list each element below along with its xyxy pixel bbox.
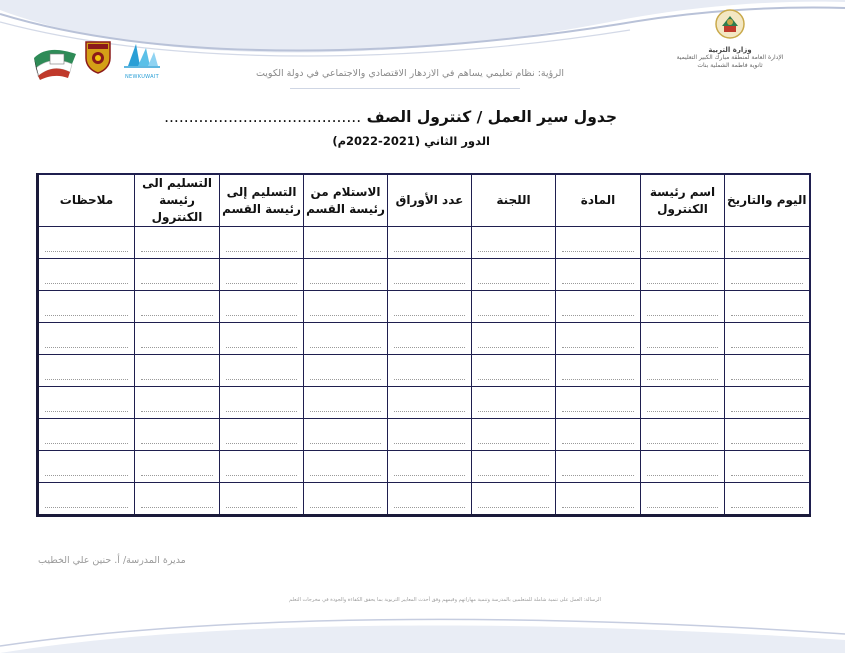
table-cell[interactable] — [38, 355, 135, 387]
cell-fill-line — [394, 347, 465, 348]
cell-fill-line — [478, 475, 549, 476]
table-cell[interactable] — [725, 291, 810, 323]
table-cell[interactable] — [641, 259, 725, 291]
table-cell[interactable] — [556, 227, 641, 259]
table-cell[interactable] — [388, 387, 472, 419]
table-cell[interactable] — [38, 227, 135, 259]
cell-fill-line — [394, 283, 465, 284]
table-cell[interactable] — [135, 291, 220, 323]
cell-fill-line — [45, 507, 128, 508]
table-cell[interactable] — [556, 451, 641, 483]
table-cell[interactable] — [135, 323, 220, 355]
cell-fill-line — [731, 507, 803, 508]
cell-fill-line — [731, 379, 803, 380]
new-kuwait-caption: NEWKUWAIT — [125, 74, 159, 80]
col-header: اليوم والتاريخ — [725, 174, 810, 227]
table-cell[interactable] — [472, 451, 556, 483]
table-cell[interactable] — [220, 259, 304, 291]
col-header: المادة — [556, 174, 641, 227]
table-cell[interactable] — [135, 227, 220, 259]
table-cell[interactable] — [641, 419, 725, 451]
cell-fill-line — [226, 251, 297, 252]
col-header: عدد الأوراق — [388, 174, 472, 227]
cell-fill-line — [310, 475, 381, 476]
cell-fill-line — [562, 475, 634, 476]
cell-fill-line — [394, 507, 465, 508]
table-cell[interactable] — [38, 451, 135, 483]
cell-fill-line — [647, 475, 718, 476]
table-cell[interactable] — [304, 227, 388, 259]
cell-fill-line — [647, 411, 718, 412]
table-cell[interactable] — [388, 291, 472, 323]
table-cell[interactable] — [556, 291, 641, 323]
table-cell[interactable] — [304, 387, 388, 419]
cell-fill-line — [141, 315, 213, 316]
table-row — [38, 227, 810, 259]
cell-fill-line — [562, 251, 634, 252]
cell-fill-line — [731, 411, 803, 412]
cell-fill-line — [394, 251, 465, 252]
kuwait-emblem-icon — [714, 8, 746, 40]
cell-fill-line — [562, 347, 634, 348]
cell-fill-line — [478, 315, 549, 316]
table-cell[interactable] — [38, 387, 135, 419]
new-kuwait-sails-icon — [122, 40, 162, 70]
cell-fill-line — [226, 507, 297, 508]
title-text: جدول سير العمل / كنترول الصف — [366, 108, 617, 126]
table-cell[interactable] — [725, 323, 810, 355]
table-cell[interactable] — [220, 323, 304, 355]
cell-fill-line — [226, 411, 297, 412]
cell-fill-line — [45, 443, 128, 444]
table-cell[interactable] — [220, 355, 304, 387]
cell-fill-line — [731, 347, 803, 348]
col-header: التسليم إلى رئيسة القسم — [220, 174, 304, 227]
table-cell[interactable] — [388, 259, 472, 291]
table-header-row — [38, 174, 810, 227]
col-header: الاستلام من رئيسة القسم — [304, 174, 388, 227]
cell-fill-line — [731, 475, 803, 476]
cell-fill-line — [478, 283, 549, 284]
cell-fill-line — [45, 379, 128, 380]
col-header: اسم رئيسة الكنترول — [641, 174, 725, 227]
table-cell[interactable] — [472, 291, 556, 323]
page-title — [164, 108, 617, 126]
table-cell[interactable] — [220, 227, 304, 259]
cell-fill-line — [141, 347, 213, 348]
table-row — [38, 451, 810, 483]
table-cell[interactable] — [556, 387, 641, 419]
school-crest-logo-icon — [84, 40, 112, 74]
cell-fill-line — [478, 443, 549, 444]
cell-fill-line — [562, 379, 634, 380]
table-cell[interactable] — [220, 291, 304, 323]
cell-fill-line — [647, 251, 718, 252]
cell-fill-line — [226, 475, 297, 476]
cell-fill-line — [310, 507, 381, 508]
cell-fill-line — [562, 411, 634, 412]
table-cell[interactable] — [388, 419, 472, 451]
table-cell[interactable] — [135, 387, 220, 419]
table-cell[interactable] — [472, 483, 556, 516]
cell-fill-line — [226, 315, 297, 316]
table-cell[interactable] — [135, 451, 220, 483]
cell-fill-line — [394, 315, 465, 316]
table-cell[interactable] — [641, 483, 725, 516]
workflow-table — [36, 173, 808, 508]
table-cell[interactable] — [725, 259, 810, 291]
cell-fill-line — [226, 283, 297, 284]
ministry-directorate: الإدارة العامة لمنطقة مبارك الكبير التعليمية — [676, 54, 784, 61]
table-cell[interactable] — [556, 355, 641, 387]
table-cell[interactable] — [38, 483, 135, 516]
table-cell[interactable] — [641, 355, 725, 387]
cell-fill-line — [562, 283, 634, 284]
table-cell[interactable] — [472, 227, 556, 259]
cell-fill-line — [647, 347, 718, 348]
table-cell[interactable] — [641, 451, 725, 483]
table-cell[interactable] — [38, 259, 135, 291]
footer-swoosh — [0, 600, 845, 653]
table-cell[interactable] — [304, 291, 388, 323]
cell-fill-line — [478, 507, 549, 508]
table-cell[interactable] — [641, 227, 725, 259]
cell-fill-line — [226, 347, 297, 348]
cell-fill-line — [394, 443, 465, 444]
cell-fill-line — [141, 411, 213, 412]
cell-fill-line — [141, 443, 213, 444]
table-cell[interactable] — [135, 419, 220, 451]
cell-fill-line — [141, 507, 213, 508]
vision-statement: الرؤية: نظام تعليمي يساهم في الازدهار الاقتصادي والاجتماعي في دولة الكويت — [255, 68, 565, 79]
table-cell[interactable] — [135, 259, 220, 291]
cell-fill-line — [647, 283, 718, 284]
table-cell[interactable] — [556, 323, 641, 355]
table-cell[interactable] — [304, 419, 388, 451]
table-row — [38, 291, 810, 323]
cell-fill-line — [394, 379, 465, 380]
table-cell[interactable] — [472, 419, 556, 451]
kuwait-flag-book-logo-icon — [32, 40, 78, 80]
cell-fill-line — [45, 475, 128, 476]
table-cell[interactable] — [472, 355, 556, 387]
new-kuwait-logo — [122, 40, 162, 80]
cell-fill-line — [141, 475, 213, 476]
table-cell[interactable] — [38, 323, 135, 355]
cell-fill-line — [562, 315, 634, 316]
table-cell[interactable] — [556, 419, 641, 451]
table-cell[interactable] — [220, 387, 304, 419]
col-header: اللجنة — [472, 174, 556, 227]
cell-fill-line — [141, 283, 213, 284]
table-cell[interactable] — [388, 355, 472, 387]
table-row — [38, 259, 810, 291]
cell-fill-line — [647, 315, 718, 316]
cell-fill-line — [45, 315, 128, 316]
page-subtitle: الدور الثاني (2021-2022م) — [332, 134, 490, 148]
cell-fill-line — [731, 443, 803, 444]
table-cell[interactable] — [38, 419, 135, 451]
ministry-header — [675, 8, 785, 70]
cell-fill-line — [310, 283, 381, 284]
cell-fill-line — [478, 379, 549, 380]
cell-fill-line — [310, 411, 381, 412]
table-cell[interactable] — [725, 387, 810, 419]
table-row — [38, 323, 810, 355]
cell-fill-line — [562, 443, 634, 444]
table-cell[interactable] — [304, 451, 388, 483]
cell-fill-line — [562, 507, 634, 508]
table-cell[interactable] — [220, 419, 304, 451]
table-cell[interactable] — [725, 355, 810, 387]
title-fill-dots: ........................................ — [164, 108, 362, 126]
table-cell[interactable] — [388, 451, 472, 483]
table-cell[interactable] — [388, 483, 472, 516]
cell-fill-line — [141, 379, 213, 380]
cell-fill-line — [478, 411, 549, 412]
table-cell[interactable] — [220, 451, 304, 483]
cell-fill-line — [141, 251, 213, 252]
cell-fill-line — [647, 507, 718, 508]
table-cell[interactable] — [388, 323, 472, 355]
table-cell[interactable] — [641, 323, 725, 355]
table-row — [38, 387, 810, 419]
cell-fill-line — [310, 347, 381, 348]
table-cell[interactable] — [304, 355, 388, 387]
cell-fill-line — [478, 347, 549, 348]
cell-fill-line — [647, 379, 718, 380]
table-row — [38, 419, 810, 451]
cell-fill-line — [731, 283, 803, 284]
table-cell[interactable] — [472, 323, 556, 355]
footer-mission: الرسالة: العمل على تنمية شاملة للمتعلمين بالمدرسة وتنمية مهاراتهم وقيمهم وفق أحدث المعايير التربوية بما يحقق الكفاءة والجودة في مخرجات التعلم — [289, 597, 601, 603]
table-cell[interactable] — [304, 483, 388, 516]
cell-fill-line — [394, 411, 465, 412]
table-cell[interactable] — [556, 259, 641, 291]
table-cell[interactable] — [725, 451, 810, 483]
cell-fill-line — [478, 251, 549, 252]
cell-fill-line — [45, 347, 128, 348]
table-row — [38, 355, 810, 387]
table-cell[interactable] — [725, 483, 810, 516]
cell-fill-line — [310, 251, 381, 252]
cell-fill-line — [731, 315, 803, 316]
col-header: التسليم الى رئيسة الكنترول — [135, 174, 220, 227]
table-cell[interactable] — [304, 259, 388, 291]
table-cell[interactable] — [472, 387, 556, 419]
cell-fill-line — [310, 315, 381, 316]
table-cell[interactable] — [135, 483, 220, 516]
table-cell[interactable] — [556, 483, 641, 516]
cell-fill-line — [226, 379, 297, 380]
table-cell[interactable] — [135, 355, 220, 387]
cell-fill-line — [45, 411, 128, 412]
cell-fill-line — [226, 443, 297, 444]
table-cell[interactable] — [641, 387, 725, 419]
table-cell[interactable] — [725, 419, 810, 451]
school-name: ثانوية فاطمة الشملية بنات — [697, 62, 763, 69]
col-header: ملاحظات — [38, 174, 135, 227]
workflow-table-grid — [36, 173, 811, 517]
table-cell[interactable] — [220, 483, 304, 516]
table-row — [38, 483, 810, 516]
ministry-name: وزارة التربية — [708, 46, 752, 54]
vision-underline — [290, 88, 520, 89]
cell-fill-line — [45, 251, 128, 252]
table-cell[interactable] — [304, 323, 388, 355]
cell-fill-line — [45, 283, 128, 284]
table-cell[interactable] — [641, 291, 725, 323]
cell-fill-line — [647, 443, 718, 444]
table-cell[interactable] — [725, 227, 810, 259]
cell-fill-line — [310, 379, 381, 380]
table-cell[interactable] — [38, 291, 135, 323]
table-cell[interactable] — [472, 259, 556, 291]
cell-fill-line — [731, 251, 803, 252]
table-cell[interactable] — [388, 227, 472, 259]
cell-fill-line — [310, 443, 381, 444]
principal-signature: مديرة المدرسة/ أ. حنين علي الخطيب — [38, 555, 186, 566]
cell-fill-line — [394, 475, 465, 476]
